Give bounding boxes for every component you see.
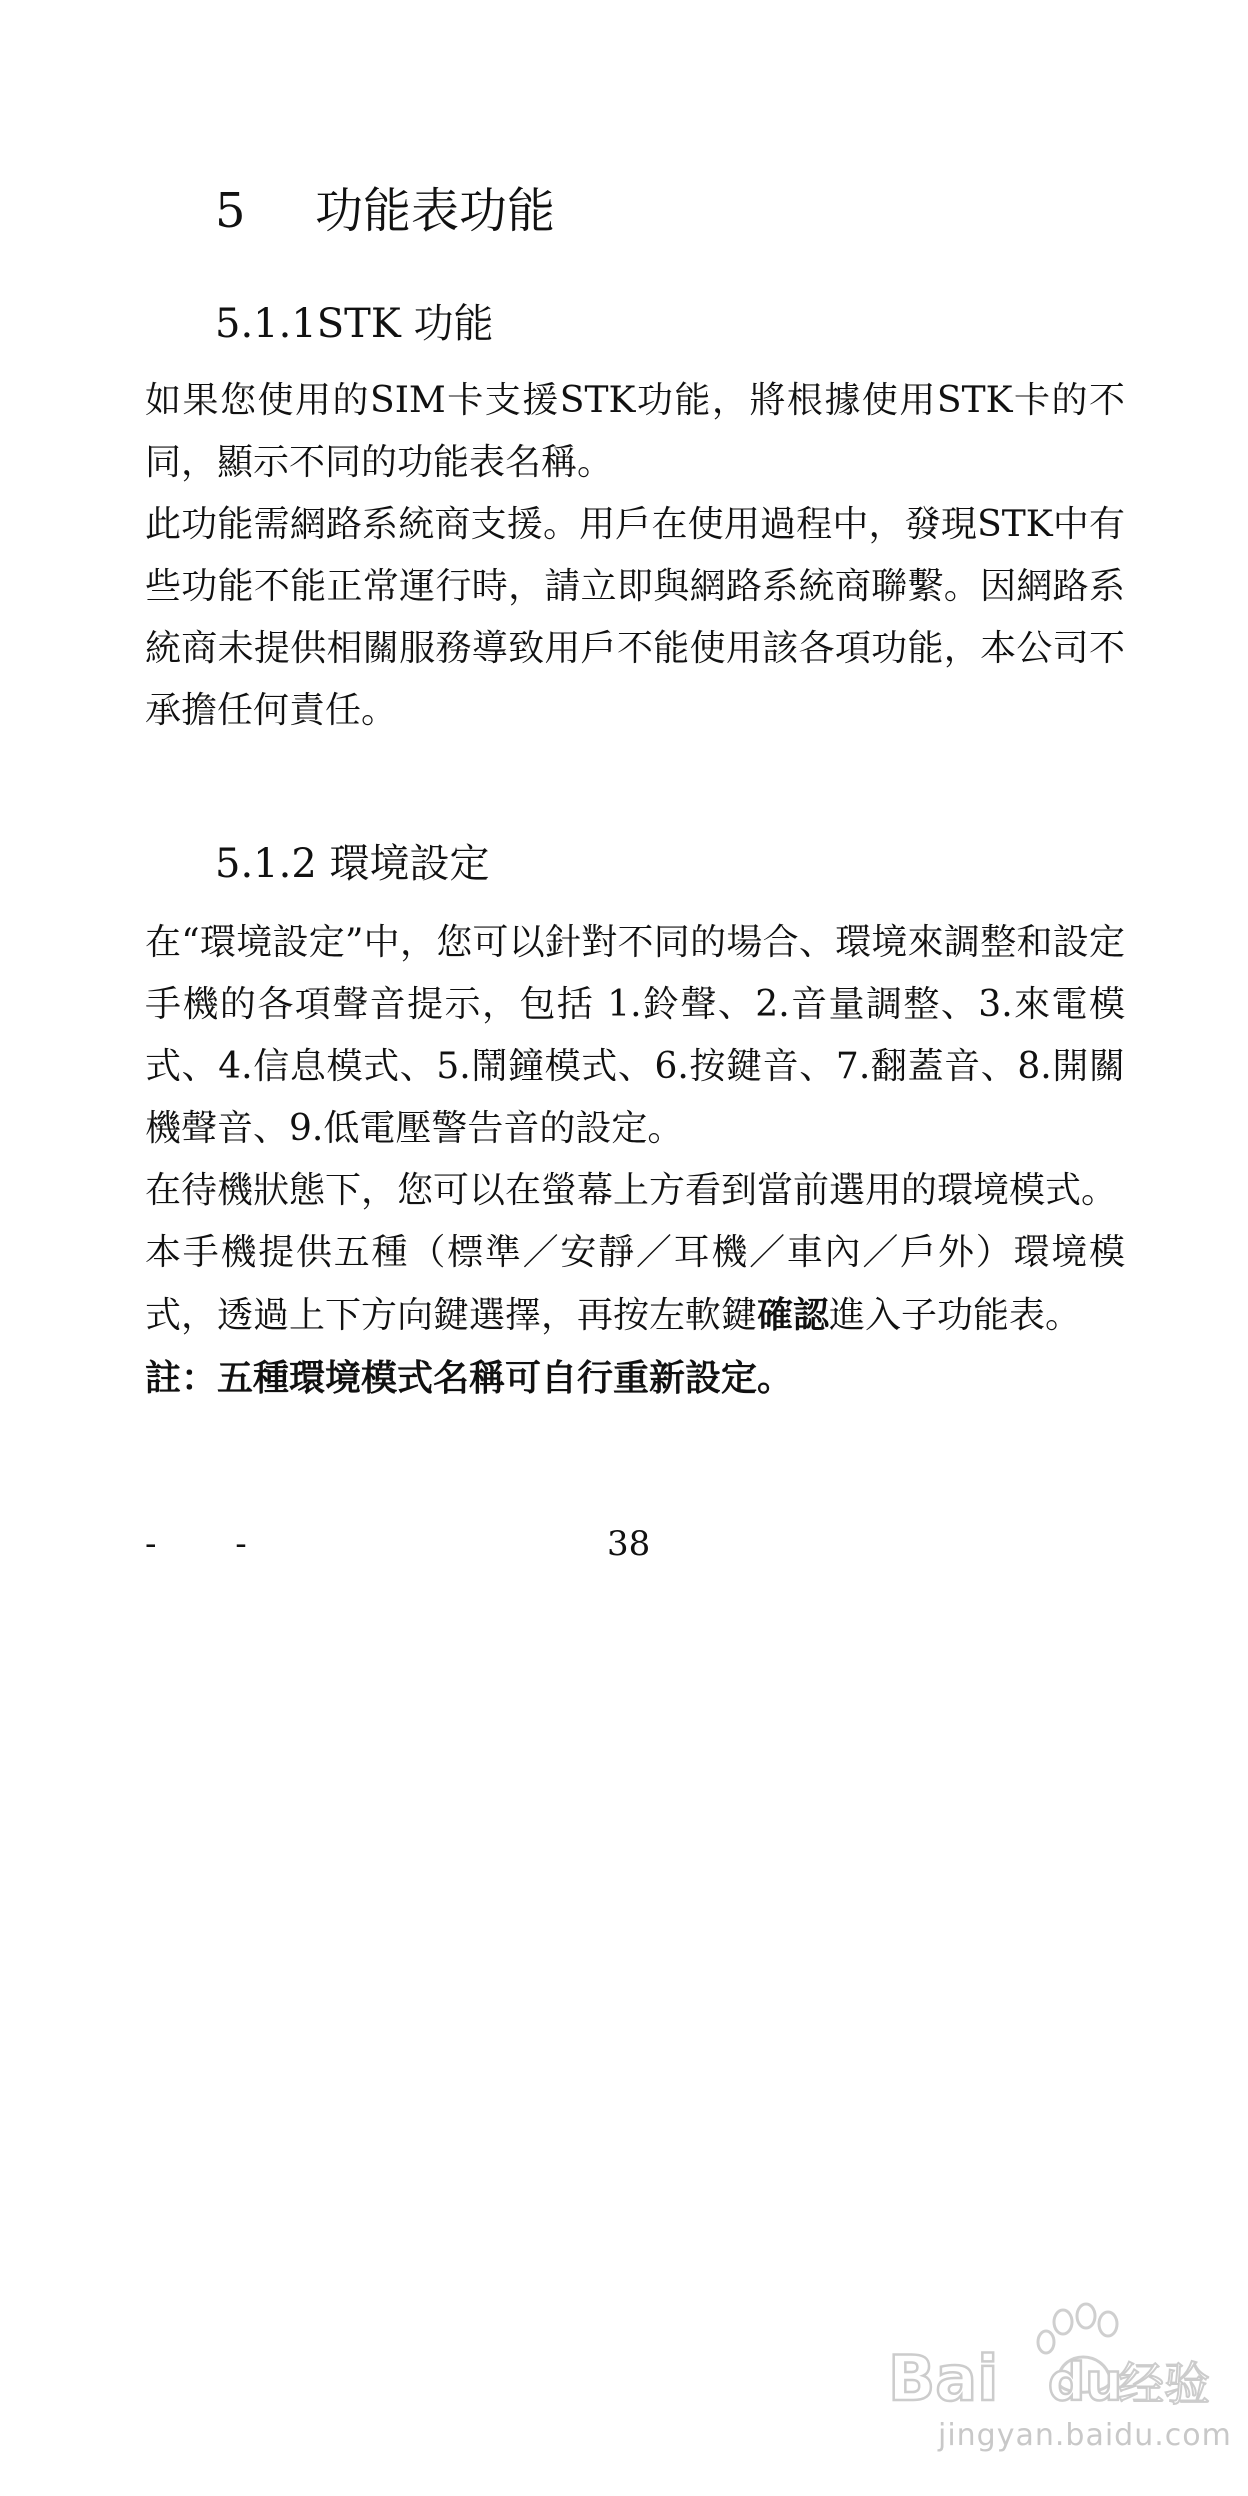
profile-body [145, 912, 1125, 1409]
page-number: 38 [607, 1524, 651, 1564]
svg-text:du: du [1048, 2353, 1123, 2413]
watermark-url: jingyan.baidu.com [938, 2418, 1232, 2453]
paragraph [145, 1222, 1125, 1347]
footer-dashes: - - [145, 1524, 281, 1564]
chapter-number: 5 [215, 183, 246, 239]
paragraph: 在待機狀態下，您可以在螢幕上方看到當前選用的環境模式。 [145, 1170, 1118, 1211]
page-footer [145, 1524, 1125, 1564]
note: 註：五種環境模式名稱可自行重新設定。 [145, 1357, 794, 1399]
section-heading-stk: 5.1.1STK 功能 [215, 301, 494, 347]
paragraph: 在“環境設定”中，您可以針對不同的場合、環境來調整和設定手機的各項聲音提示，包括 1.鈴聲、2.音量調整、3.來電模式、4.信息模式、5.鬧鐘模式、6.按鍵音、7.翻蓋音、8.開關機聲音、9.低電壓警告音的設定。 [145, 922, 1125, 1149]
paragraph: 如果您使用的SIM卡支援STK功能，將根據使用STK卡的不同，顯示不同的功能表名稱。 [145, 380, 1125, 483]
stk-body [145, 370, 1125, 742]
paragraph-text: 進入子功能表。 [829, 1295, 1082, 1336]
chapter-title: 功能表功能 [315, 183, 556, 239]
baidu-watermark [888, 2300, 1232, 2470]
svg-text:Bai: Bai [888, 2342, 999, 2415]
paragraph-text: 本手機提供五種（標準／安靜／耳機／車內／戶外）環境模式，透過上下方向鍵選擇，再按左軟鍵 [145, 1232, 1125, 1336]
section-heading-profile: 5.1.2 環境設定 [215, 841, 490, 887]
svg-text:经验: 经验 [1118, 2357, 1210, 2411]
chapter-heading [215, 172, 555, 241]
paragraph: 此功能需網路系統商支援。用戶在使用過程中，發現STK中有些功能不能正常運行時，請立即與網路系統商聯繫。因網路系統商未提供相關服務導致用戶不能使用該各項功能，本公司不承擔任何責任。 [145, 504, 1125, 731]
baidu-paw-logo-icon [888, 2300, 1218, 2420]
confirm-keyword: 確認 [757, 1294, 830, 1336]
